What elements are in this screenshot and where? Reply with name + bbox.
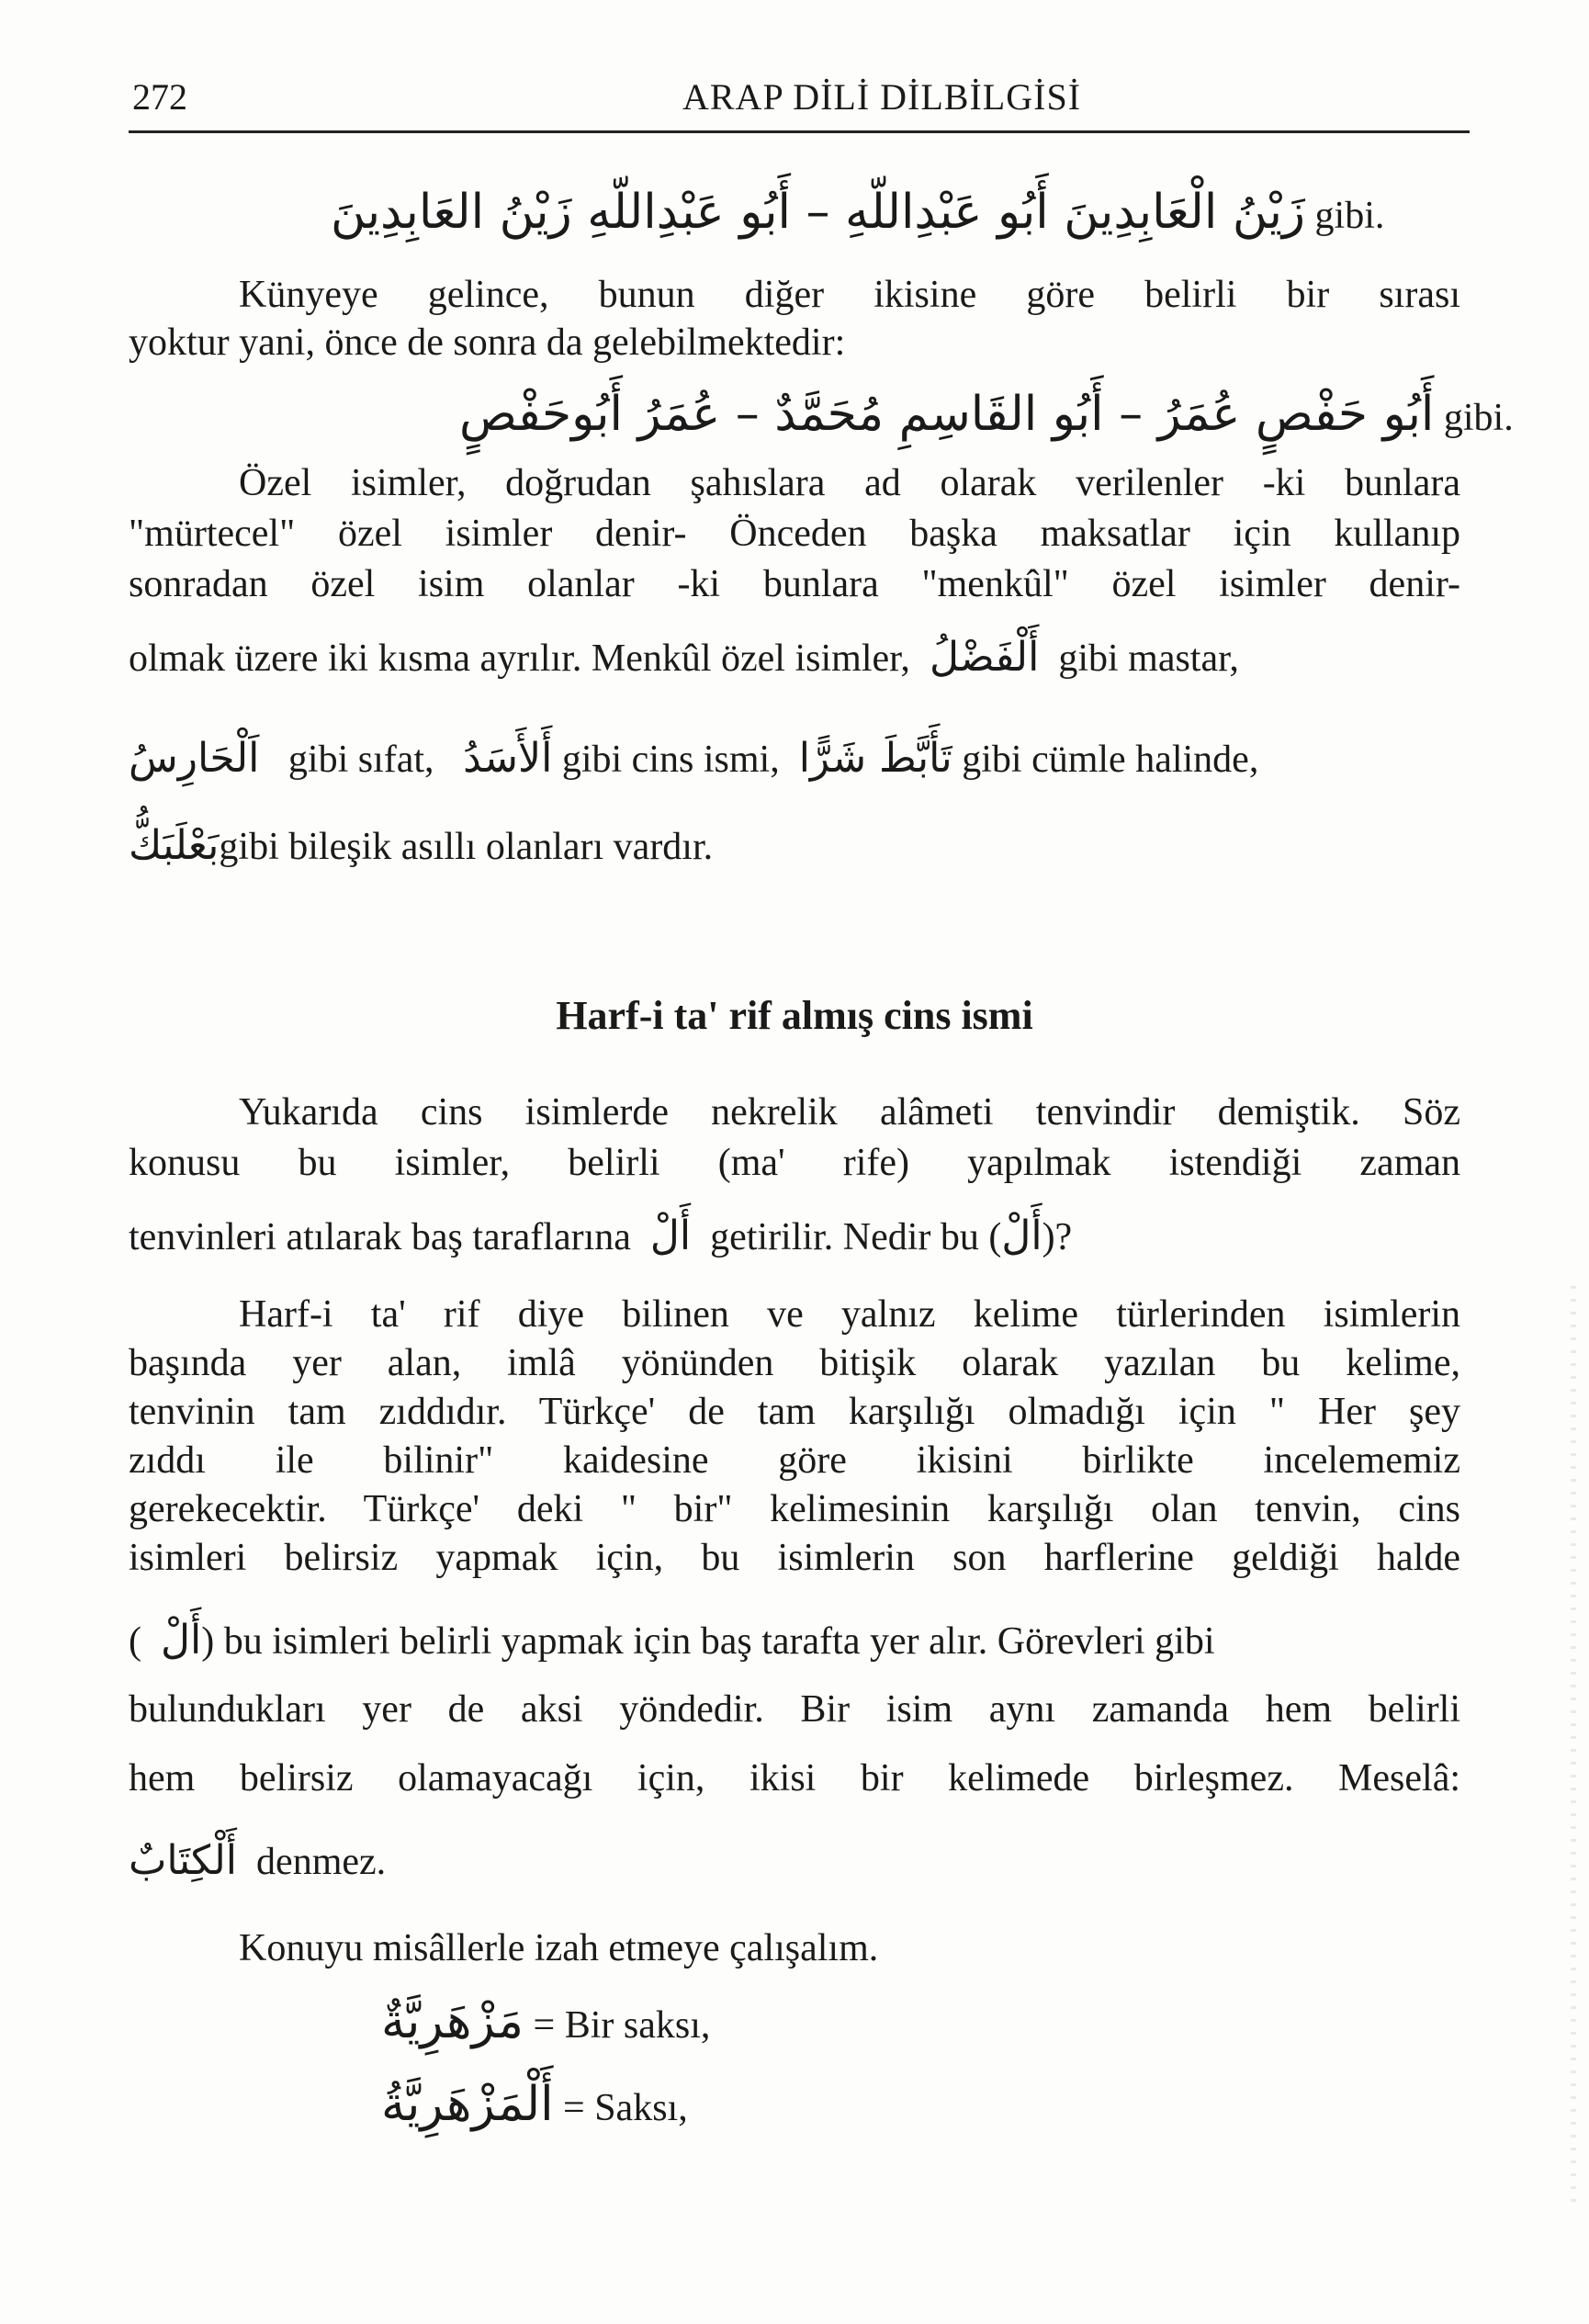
page-number: 272 xyxy=(132,76,187,118)
text-run: gibi mastar, xyxy=(1058,637,1239,680)
paragraph-line: yoktur yani, önce de sonra da gelebilmektedir: xyxy=(129,322,846,364)
arabic-word: بَعْلَبَكُّ xyxy=(129,822,220,869)
paragraph-line: Harf-i ta' rif diye bilinen ve yalnız kelime türlerinden isimlerin xyxy=(239,1293,1460,1336)
paragraph-line: bulundukları yer de aksi yöndedir. Bir isim aynı zamanda hem belirli xyxy=(129,1688,1460,1731)
text-run: )? xyxy=(1042,1216,1073,1258)
paragraph-line: tenvinin tam zıddıdır. Türkçe' de tam karşılığı olmadığı için " Her şey xyxy=(129,1391,1460,1433)
paragraph-line xyxy=(129,1213,1460,1261)
paragraph-line xyxy=(129,822,1460,871)
arabic-word: أَلْ xyxy=(161,1617,202,1664)
paragraph-line xyxy=(129,735,1460,784)
text-run: getirilir. Nedir bu ( xyxy=(710,1216,1002,1258)
paragraph-line: zıddı ile bilinir" kaidesine göre ikisini birlikte incelememiz xyxy=(129,1439,1460,1482)
paragraph-line xyxy=(129,634,1460,683)
paragraph-line: konusu bu isimler, belirli (ma' rife) yapılmak istendiği zaman xyxy=(129,1142,1460,1184)
text-run: ( xyxy=(129,1620,141,1663)
arabic-word: أَلأَسَدُ xyxy=(463,735,553,782)
paragraph-line: Konuyu misâllerle izah etmeye çalışalım. xyxy=(239,1927,879,1969)
text-run: olmak üzere iki kısma ayrılır. Menkûl özel isimler, xyxy=(129,637,910,680)
text-run: gibi cins ismi, xyxy=(561,739,780,781)
arabic-word: أَلْمَزْهَرِيَّةُ xyxy=(381,2077,554,2132)
paragraph-line: Yukarıda cins isimlerde nekrelik alâmeti tenvindir demiştik. Söz xyxy=(239,1091,1460,1134)
arabic-word: أَلْفَضْلُ xyxy=(929,634,1040,681)
example-line xyxy=(381,1994,1208,2049)
arabic-word: اَلْحَارِسُ xyxy=(129,735,260,782)
text-run: = Saksı, xyxy=(563,2087,688,2129)
arabic-word: أَلْ xyxy=(649,1213,692,1259)
paragraph-line: hem belirsiz olamayacağı için, ikisi bir kelimede birleşmez. Meselâ: xyxy=(129,1757,1460,1799)
arabic-word: مَزْهَرِيَّةٌ xyxy=(381,1994,524,2049)
gibi-label: gibi. xyxy=(1443,397,1514,439)
paragraph-line: Künyeye gelince, bunun diğer ikisine göre belirli bir sırası xyxy=(239,274,1460,316)
paragraph-line xyxy=(129,1617,1460,1665)
scan-edge-noise xyxy=(1571,1286,1576,2205)
paragraph-line xyxy=(129,1837,1460,1886)
text-run: gibi sıfat, xyxy=(287,739,434,781)
paragraph-line: isimleri belirsiz yapmak için, bu isimlerin son harflerine geldiği halde xyxy=(129,1537,1460,1579)
arabic-word: أَلْ xyxy=(1001,1213,1042,1259)
arabic-word: تَأَبَّطَ شَرًّا xyxy=(798,735,952,782)
arabic-example-line xyxy=(331,185,1385,240)
arabic-text: أَبُو حَفْصٍ عُمَرُ – أَبُو القَاسِمِ مُحَمَّدٌ – عُمَرُ أَبُوحَفْصٍ xyxy=(459,387,1435,442)
text-run: tenvinleri atılarak baş taraflarına xyxy=(129,1216,631,1258)
paragraph-line: Özel isimler, doğrudan şahıslara ad olarak verilenler -ki bunlara xyxy=(239,462,1460,504)
running-title: ARAP DİLİ DİLBİLGİSİ xyxy=(682,76,1082,118)
paragraph-line: başında yer alan, imlâ yönünden bitişik olarak yazılan bu kelime, xyxy=(129,1342,1460,1384)
arabic-word: أَلْكِتَابٌ xyxy=(129,1837,238,1884)
running-header xyxy=(129,64,1470,133)
section-heading: Harf-i ta' rif almış cins ismi xyxy=(556,993,1033,1038)
arabic-example-line xyxy=(459,387,1514,442)
paragraph-line: sonradan özel isim olanlar -ki bunlara "menkûl" özel isimler denir- xyxy=(129,563,1460,605)
example-line xyxy=(381,2077,1208,2132)
text-run: gibi bileşik asıllı olanları vardır. xyxy=(219,826,714,868)
arabic-text: زَيْنُ الْعَابِدِينَ أَبُو عَبْدِاللّهِ – أَبُو عَبْدِاللّهِ زَيْنُ العَابِدِينَ xyxy=(331,185,1306,240)
text-run: denmez. xyxy=(256,1841,387,1883)
text-run: = Bir saksı, xyxy=(533,2004,711,2047)
paragraph-line: gerekecektir. Türkçe' deki " bir" kelimesinin karşılığı olan tenvin, cins xyxy=(129,1488,1460,1530)
text-run: ) bu isimleri belirli yapmak için baş tarafta yer alır. Görevleri gibi xyxy=(201,1620,1215,1663)
paragraph-line: "mürtecel" özel isimler denir- Önceden başka maksatlar için kullanıp xyxy=(129,513,1460,555)
text-run: gibi cümle halinde, xyxy=(962,739,1259,781)
gibi-label: gibi. xyxy=(1314,195,1385,237)
